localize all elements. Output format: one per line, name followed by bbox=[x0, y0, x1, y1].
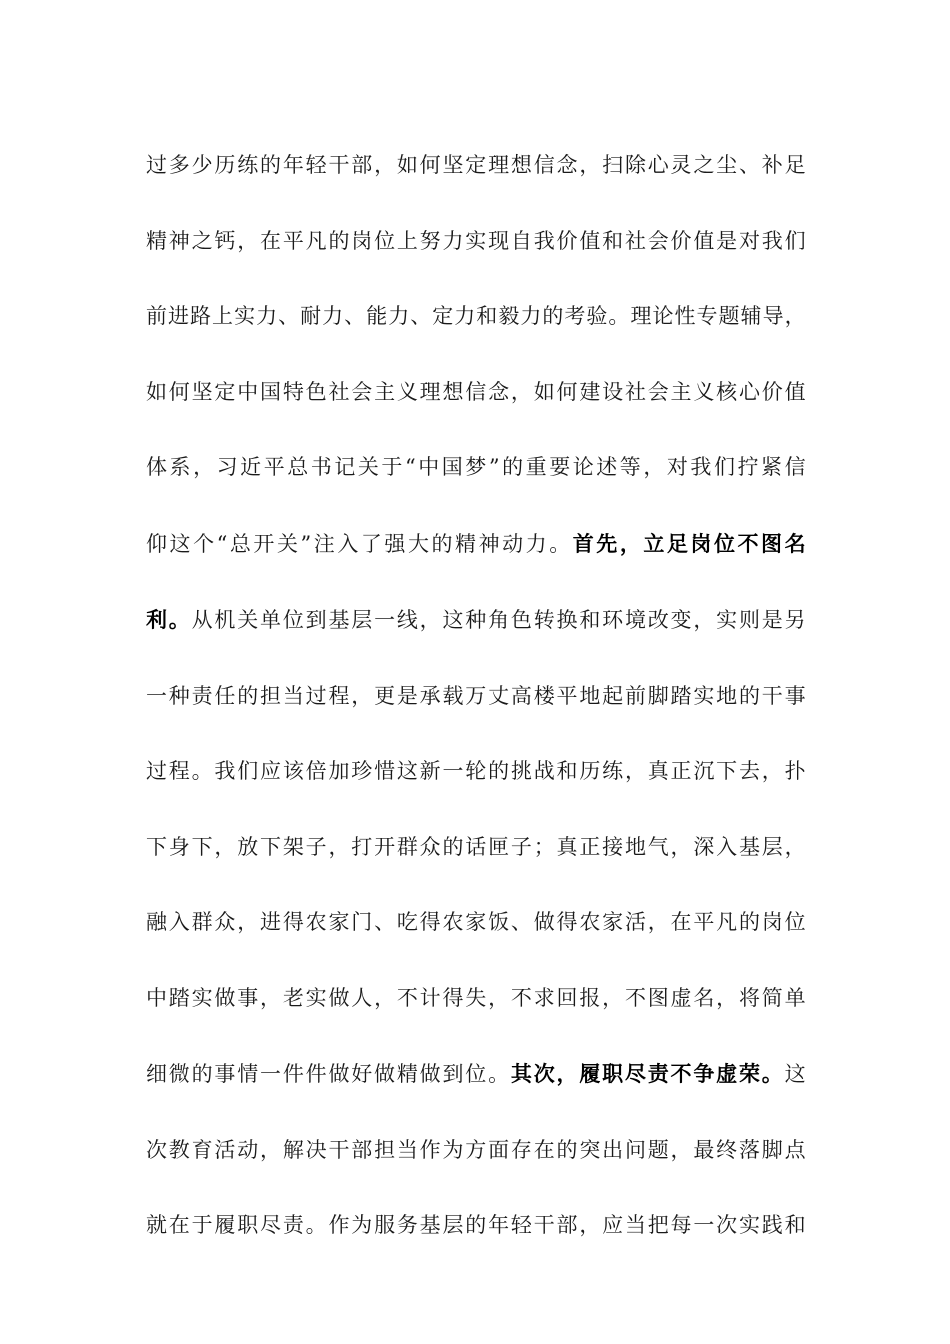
body-text-run: 下身下，放下架子，打开群众的话匣子；真正接地气，深入基层， bbox=[146, 834, 806, 859]
body-text-run: 过多少历练的年轻干部，如何坚定理想信念，扫除心灵之尘、补足 bbox=[146, 153, 806, 177]
body-text-run: 体系，习近平总书记关于“中国梦”的重要论述等，对我们拧紧信 bbox=[146, 455, 806, 479]
body-text-run: 中踏实做事，老实做人，不计得失，不求回报，不图虚名，将简单 bbox=[146, 985, 806, 1010]
body-text-run: 过程。我们应该倍加珍惜这新一轮的挑战和历练，真正沉下去，扑 bbox=[146, 759, 806, 783]
text-line bbox=[146, 279, 806, 355]
text-line bbox=[146, 734, 806, 810]
text-line bbox=[146, 506, 806, 583]
body-paragraph bbox=[146, 128, 806, 1264]
text-line bbox=[146, 1036, 806, 1113]
bold-heading-text: 首先，立足岗位不图名 bbox=[572, 530, 806, 556]
text-line bbox=[146, 430, 806, 506]
text-line bbox=[146, 1188, 806, 1264]
body-text-run: 就在于履职尽责。作为服务基层的年轻干部，应当把每一次实践和 bbox=[146, 1213, 806, 1237]
text-line bbox=[146, 961, 806, 1037]
text-line bbox=[146, 1113, 806, 1189]
body-text-run: 这 bbox=[784, 1062, 806, 1086]
text-line bbox=[146, 582, 806, 659]
body-text-run: 仰这个“总开关”注入了强大的精神动力。 bbox=[146, 531, 573, 556]
body-text-run: 次教育活动，解决干部担当作为方面存在的突出问题，最终落脚点 bbox=[146, 1137, 806, 1162]
body-text-run: 前进路上实力、耐力、能力、定力和毅力的考验。理论性专题辅导， bbox=[146, 304, 806, 328]
text-line bbox=[146, 355, 806, 431]
text-line bbox=[146, 885, 806, 961]
bold-heading-text: 利。 bbox=[146, 607, 192, 632]
text-line bbox=[146, 659, 806, 735]
body-text-run: 从机关单位到基层一线，这种角色转换和环境改变，实则是另 bbox=[191, 608, 806, 632]
body-text-run: 精神之钙，在平凡的岗位上努力实现自我价值和社会价值是对我们 bbox=[146, 228, 806, 253]
bold-heading-text: 其次，履职尽责不争虚荣。 bbox=[510, 1061, 785, 1086]
text-line bbox=[146, 810, 806, 886]
body-text-run: 融入群众，进得农家门、吃得农家饭、做得农家活，在平凡的岗位 bbox=[146, 910, 806, 934]
text-line bbox=[146, 204, 806, 280]
text-line bbox=[146, 128, 806, 204]
body-text-run: 一种责任的担当过程，更是承载万丈高楼平地起前脚踏实地的干事 bbox=[146, 683, 806, 708]
body-text-run: 细微的事情一件件做好做精做到位。 bbox=[146, 1062, 511, 1086]
body-text-run: 如何坚定中国特色社会主义理想信念，如何建设社会主义核心价值 bbox=[146, 379, 806, 404]
